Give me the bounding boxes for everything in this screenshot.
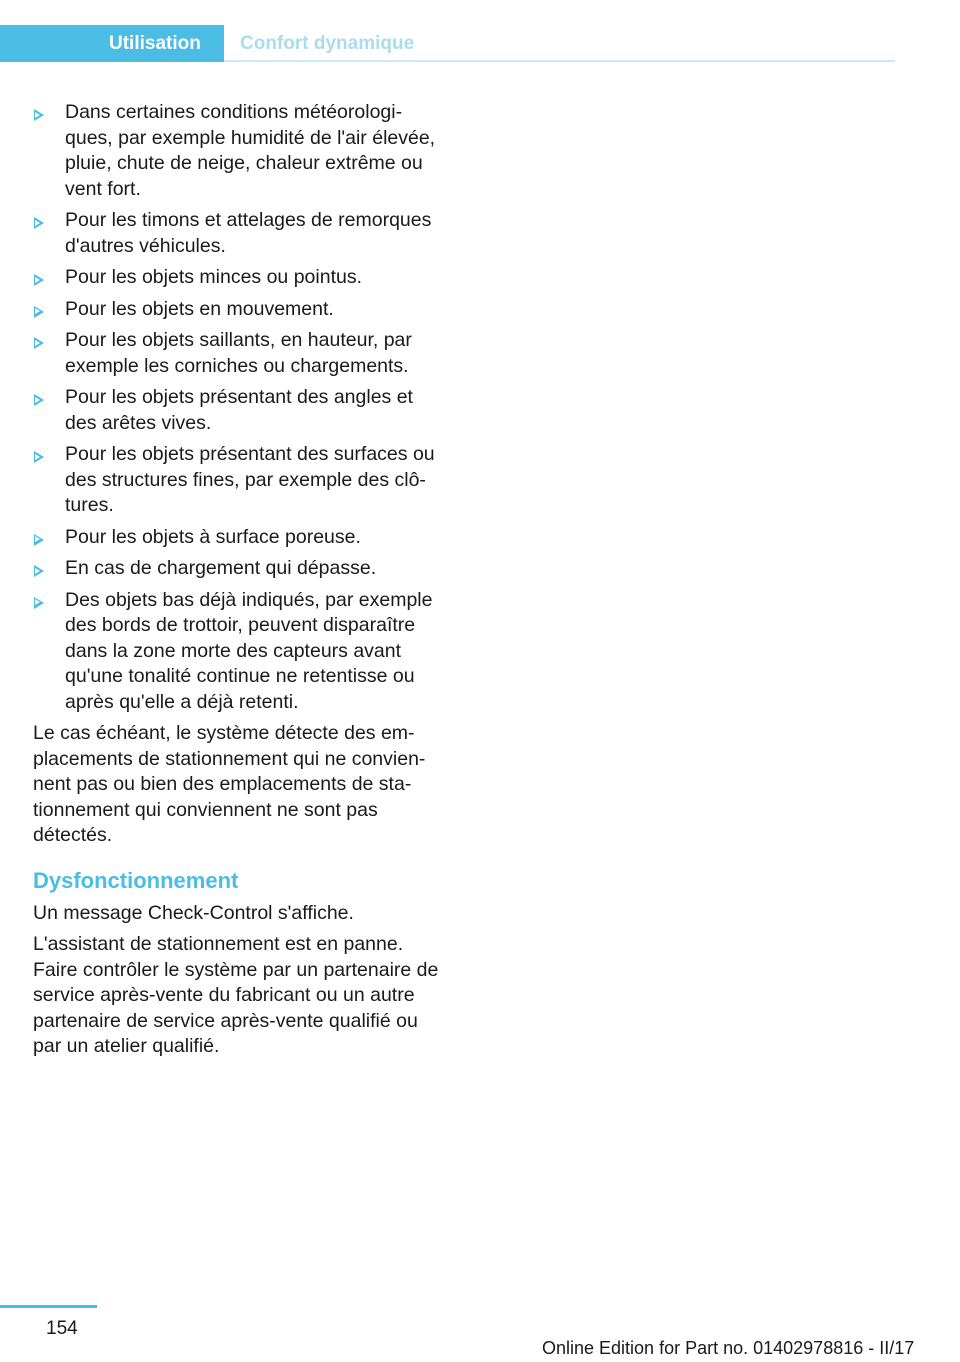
list-item-text: Pour les objets présentant des surfaces ou des structures fines, par exemple des clô-tures. [65, 443, 435, 516]
list-item [33, 525, 449, 551]
section-title: Dysfonctionnement [33, 867, 239, 893]
main-content [33, 100, 449, 1066]
section-paragraph: L'assistant de stationnement est en panne. Faire contrôler le système par un partenaire de service après-vente du fabricant ou un autre partenaire de service après-vente qualifié ou par un atelier qualifié. [33, 933, 439, 1057]
page-number: 154 [46, 1318, 78, 1339]
header-rule [224, 60, 895, 62]
triangle-bullet-icon [34, 565, 44, 577]
list-item [33, 442, 449, 519]
list-item-text: Pour les objets saillants, en hauteur, par exemple les corniches ou chargements. [65, 329, 412, 377]
bullet-list [33, 100, 449, 715]
triangle-bullet-icon [34, 534, 44, 546]
list-item-text: Pour les objets minces ou pointus. [65, 266, 362, 288]
list-item [33, 328, 449, 379]
list-item-text: Pour les objets à surface poreuse. [65, 525, 361, 548]
list-item-text: Pour les timons et attelages de remorques d'autres véhicules. [65, 209, 432, 257]
header-section: Utilisation [0, 25, 224, 62]
triangle-bullet-icon [34, 597, 44, 609]
list-item-text: Pour les objets en mouvement. [65, 297, 334, 320]
list-item-text: Dans certaines conditions météorologi-ques, par exemple humidité de l'air élevée, pluie, chute de neige, chaleur extrême ou vent fort. [65, 101, 436, 200]
list-item-text: Des objets bas déjà indiqués, par exemple des bords de trottoir, peuvent disparaître dans la zone morte des capteurs avant qu'une tonalité continue ne retentisse ou après qu'elle a déjà retenti. [65, 588, 433, 713]
triangle-bullet-icon [34, 109, 44, 121]
list-item [33, 100, 449, 202]
footer-rule [0, 1305, 97, 1308]
page-header [0, 25, 895, 62]
triangle-bullet-icon [34, 274, 44, 286]
header-subsection: Confort dynamique [240, 33, 415, 54]
list-item [33, 208, 449, 259]
triangle-bullet-icon [34, 306, 44, 318]
note-paragraph: Le cas échéant, le système détecte des em-placements de stationnement qui ne convien-nent pas ou bien des emplacements de sta-tionnement qui conviennent ne sont pas détectés. [33, 722, 426, 846]
list-item [33, 556, 449, 582]
triangle-bullet-icon [34, 451, 44, 463]
list-item [33, 265, 449, 291]
list-item [33, 588, 449, 716]
list-item [33, 385, 449, 436]
triangle-bullet-icon [34, 337, 44, 349]
section-paragraph: Un message Check-Control s'affiche. [33, 901, 354, 924]
triangle-bullet-icon [34, 394, 44, 406]
list-item-text: Pour les objets présentant des angles et des arêtes vives. [65, 386, 413, 434]
list-item-text: En cas de chargement qui dépasse. [65, 557, 377, 579]
footer-edition: Online Edition for Part no. 01402978816 - II/17 [542, 1338, 915, 1358]
triangle-bullet-icon [34, 217, 44, 229]
list-item [33, 297, 449, 323]
